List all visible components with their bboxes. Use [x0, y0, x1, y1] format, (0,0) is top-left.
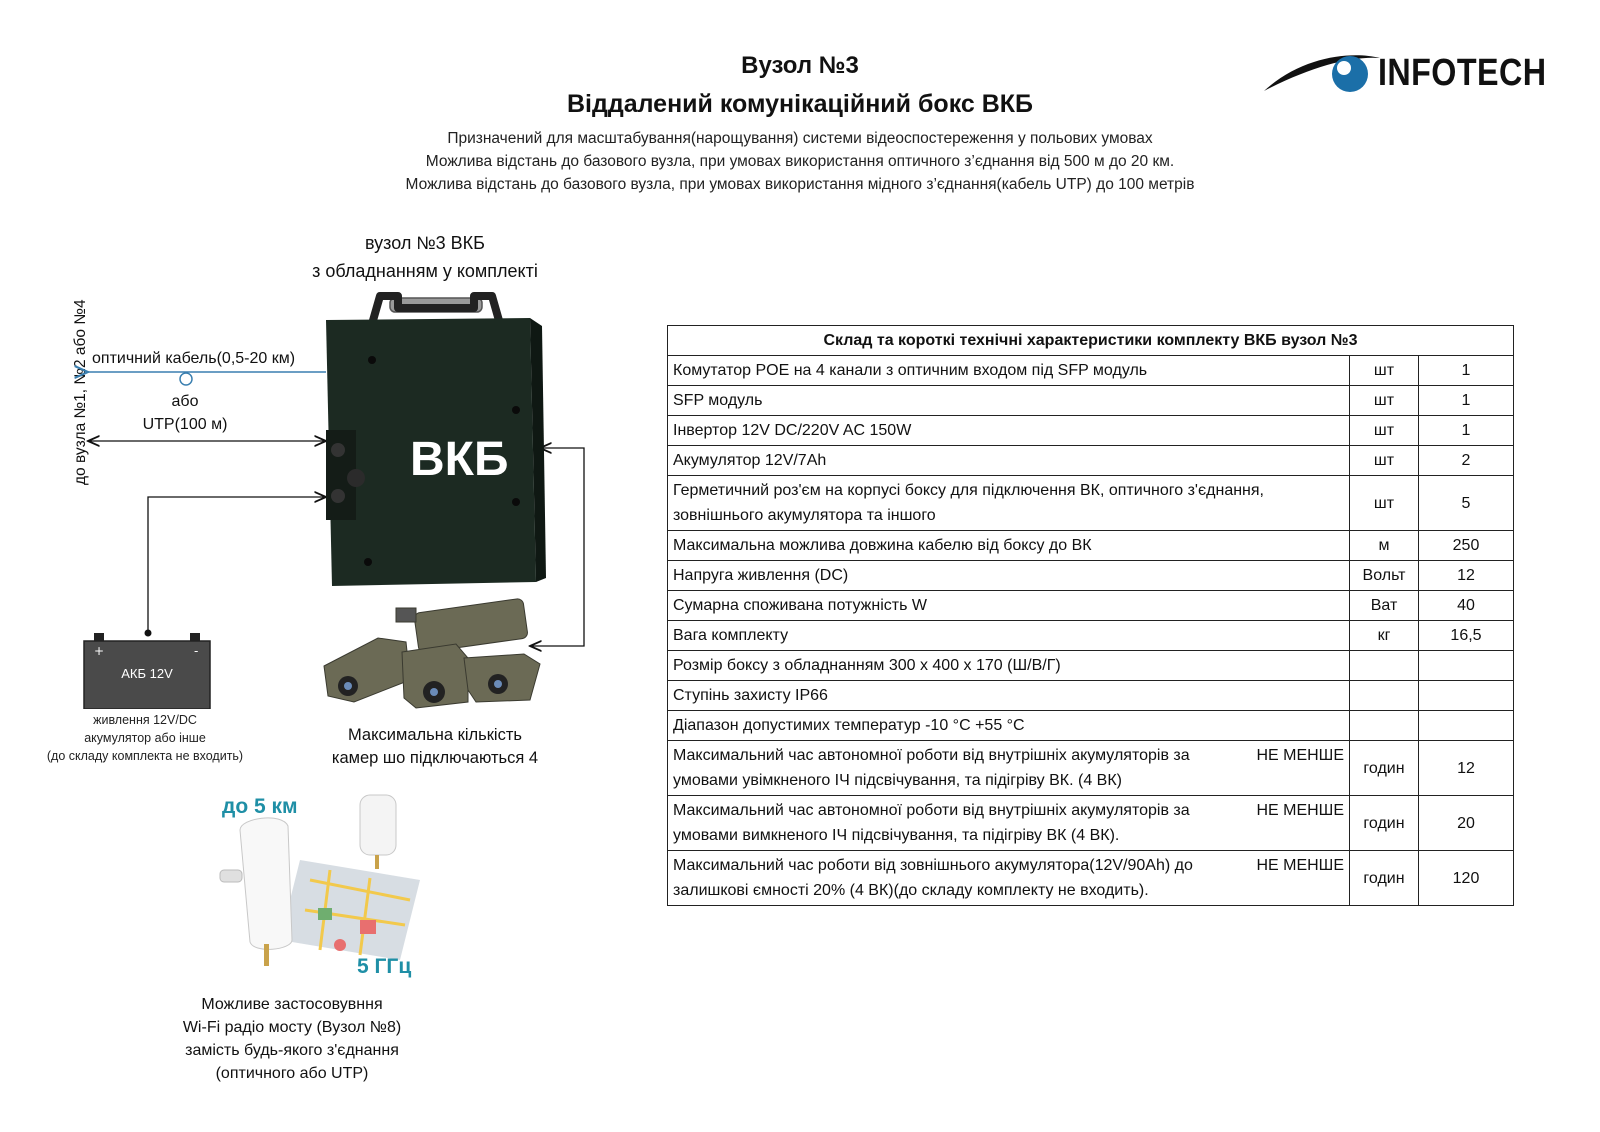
- table-row: [668, 651, 1514, 681]
- battery-note-2: акумулятор або інше: [84, 731, 206, 745]
- spec-name: Герметичний роз'єм на корпусі боксу для підключення ВК, оптичного з'єднання, зовнішнього акумулятора та іншого: [673, 482, 1264, 524]
- battery-note-1: живлення 12V/DC: [93, 713, 197, 727]
- spec-qty: 1: [1419, 416, 1514, 446]
- spec-name-cell: [668, 741, 1350, 796]
- spec-name: Діапазон допустимих температур -10 °С +55 °С: [673, 717, 1025, 734]
- utp-label: UTP(100 м): [142, 416, 228, 433]
- description-line-1: Призначений для масштабування(нарощування) системи відеоспостереження у польових умовах: [447, 130, 1153, 147]
- spec-name: Максимальний час роботи від зовнішнього акумулятора(12V/90Ah) до залишкові ємності 20% (4 ВК)(до складу комплекту не входить).: [673, 857, 1193, 899]
- spec-unit: м: [1350, 531, 1419, 561]
- table-row: [668, 741, 1514, 796]
- logo-text: INFOTECH: [1378, 52, 1547, 94]
- spec-table: [667, 325, 1514, 906]
- table-row: [668, 531, 1514, 561]
- spec-qty: [1419, 681, 1514, 711]
- spec-name: Вага комплекту: [673, 627, 789, 644]
- spec-name: Розмір боксу з обладнанням 300 х 400 х 170 (Ш/В/Г): [673, 657, 1061, 674]
- spec-qty: [1419, 711, 1514, 741]
- spec-name-cell: [668, 591, 1350, 621]
- spec-name: Акумулятор 12V/7Ah: [673, 452, 827, 469]
- spec-qty: 16,5: [1419, 621, 1514, 651]
- table-header-row: [668, 326, 1514, 356]
- spec-unit: шт: [1350, 356, 1419, 386]
- wifi-note-3: замість будь-якого з'єднання: [185, 1042, 399, 1059]
- cameras-note-2: камер шо підключаються 4: [331, 749, 539, 767]
- spec-name-cell: [668, 681, 1350, 711]
- table-row: [668, 681, 1514, 711]
- spec-unit: [1350, 651, 1419, 681]
- spec-unit: шт: [1350, 386, 1419, 416]
- spec-unit: шт: [1350, 476, 1419, 531]
- table-row: [668, 621, 1514, 651]
- spec-name-cell: [668, 476, 1350, 531]
- table-row: [668, 796, 1514, 851]
- spec-name-cell: [668, 356, 1350, 386]
- spec-name-cell: [668, 416, 1350, 446]
- spec-unit: кг: [1350, 621, 1419, 651]
- node-label-line-2: з обладнанням у комплекті: [312, 261, 538, 281]
- spec-qty: 250: [1419, 531, 1514, 561]
- table-row: [668, 356, 1514, 386]
- spec-qty: 1: [1419, 356, 1514, 386]
- table-row: [668, 386, 1514, 416]
- spec-name: SFP модуль: [673, 392, 763, 409]
- table-row: [668, 851, 1514, 906]
- spec-name: Інвертор 12V DC/220V AC 150W: [673, 422, 912, 439]
- spec-name: Максимальний час автономної роботи від внутрішніх акумуляторів за умовами вимкненого ІЧ підсвічування, та підігріву ВК (4 ВК).: [673, 802, 1190, 844]
- spec-name-cell: [668, 711, 1350, 741]
- spec-name-cell: [668, 796, 1350, 851]
- spec-qty: 2: [1419, 446, 1514, 476]
- description-line-2: Можлива відстань до базового вузла, при умовах використання оптичного з’єднання від 500 м до 20 км.: [425, 153, 1175, 170]
- optical-cable-label: оптичний кабель(0,5-20 км): [92, 350, 296, 367]
- spec-name: Максимальний час автономної роботи від внутрішніх акумуляторів за умовами увімкненого ІЧ підсвічування, та підігріву ВК. (4 ВК): [673, 747, 1190, 789]
- spec-qty: [1419, 651, 1514, 681]
- spec-unit: Вольт: [1350, 561, 1419, 591]
- spec-qty: 120: [1419, 851, 1514, 906]
- spec-qty: 5: [1419, 476, 1514, 531]
- table-row: [668, 476, 1514, 531]
- svg-text:-: -: [194, 644, 199, 658]
- spec-name-cell: [668, 621, 1350, 651]
- spec-unit: годин: [1350, 851, 1419, 906]
- not-less-label: НЕ МЕНШЕ: [1256, 802, 1344, 819]
- table-row: [668, 561, 1514, 591]
- spec-qty: 12: [1419, 741, 1514, 796]
- wifi-band: 5 ГГц: [357, 955, 412, 978]
- spec-unit: шт: [1350, 416, 1419, 446]
- table-title: Склад та короткі технічні характеристики комплекту ВКБ вузол №3: [668, 326, 1514, 356]
- spec-unit: годин: [1350, 741, 1419, 796]
- spec-unit: годин: [1350, 796, 1419, 851]
- spec-name: Сумарна споживана потужність W: [673, 597, 927, 614]
- not-less-label: НЕ МЕНШЕ: [1256, 857, 1344, 874]
- cameras-note-1: Максимальна кількість: [348, 726, 522, 744]
- spec-name-cell: [668, 561, 1350, 591]
- wifi-distance: до 5 км: [222, 795, 298, 818]
- spec-qty: 20: [1419, 796, 1514, 851]
- spec-unit: [1350, 711, 1419, 741]
- node-label-line-1: вузол №3 ВКБ: [365, 233, 485, 253]
- or-label: або: [171, 393, 199, 410]
- spec-name: Напруга живлення (DC): [673, 567, 849, 584]
- battery-note-3: (до складу комплекта не входить): [46, 749, 244, 763]
- description-line-3: Можлива відстань до базового вузла, при умовах використання мідного з’єднання(кабель UTP) до 100 метрів: [405, 176, 1195, 193]
- wifi-note-4: (оптичного або UTP): [215, 1065, 369, 1082]
- spec-name-cell: [668, 851, 1350, 906]
- spec-name-cell: [668, 651, 1350, 681]
- spec-qty: 40: [1419, 591, 1514, 621]
- spec-name: Комутатор POE на 4 канали з оптичним входом під SFP модуль: [673, 362, 1148, 379]
- spec-qty: 12: [1419, 561, 1514, 591]
- page-subtitle: Віддалений комунікаційний бокс ВКБ: [566, 90, 1034, 118]
- box-label: ВКБ: [410, 433, 509, 486]
- page-title: Вузол №3: [741, 52, 859, 79]
- table-row: [668, 591, 1514, 621]
- table-row: [668, 711, 1514, 741]
- spec-unit: Ват: [1350, 591, 1419, 621]
- spec-qty: 1: [1419, 386, 1514, 416]
- wifi-note-2: Wi-Fi радіо мосту (Вузол №8): [182, 1019, 402, 1036]
- spec-name: Максимальна можлива довжина кабелю від боксу до ВК: [673, 537, 1092, 554]
- wifi-note-1: Можливе застосовувння: [201, 996, 383, 1013]
- table-row: [668, 416, 1514, 446]
- table-body: [668, 356, 1514, 906]
- not-less-label: НЕ МЕНШЕ: [1256, 747, 1344, 764]
- svg-text:+: +: [94, 644, 105, 658]
- table-row: [668, 446, 1514, 476]
- spec-name-cell: [668, 446, 1350, 476]
- spec-name-cell: [668, 386, 1350, 416]
- side-label: до вузла №1, №2 або №4: [72, 299, 89, 485]
- spec-name: Ступінь захисту IP66: [673, 687, 828, 704]
- cameras-icon: [318, 598, 548, 718]
- spec-name-cell: [668, 531, 1350, 561]
- battery-label: АКБ 12V: [121, 666, 173, 681]
- spec-unit: [1350, 681, 1419, 711]
- spec-unit: шт: [1350, 446, 1419, 476]
